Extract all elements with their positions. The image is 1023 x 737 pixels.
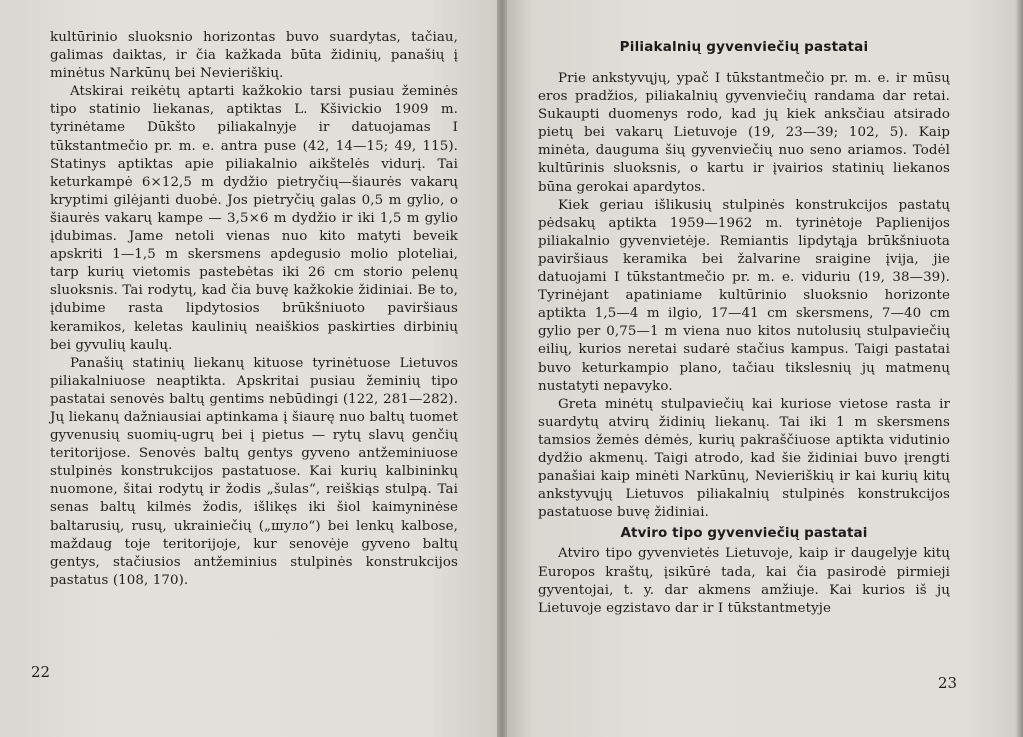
left-paragraph-3: Panašių statinių liekanų kituose tyrinėtuose Lietuvos piliakalniuose neaptikta. Apskritai pusiau žeminių tipo pastatai senovės baltų gentims nebūdingi (122, 281—282). Jų liekanų dažniausiai aptinkama į šiaurę nuo baltų tuomet gyvenusių suomių-ugrų bei į pietus — rytų slavų genčių teritorijose. Senovės baltų gentys gyveno antžeminiuose stulpinės konstrukcijos pastatuose. Kai kurių kalbininkų nuomone, šitai rodytų ir žodis „šulas“, reiškiąs stulpą. Tai senas baltų kilmės žodis, išlikęs iki šiol kaimyninėse baltarusių, rusų, ukrainiečių („шуло“) bei lenkų kalbose, maždaug toje teritorijoje, kur senovėje gyveno baltų gentys, stačiusios antžeminius stulpinės konstrukcijos pastatus (108, 170). bbox=[50, 355, 458, 588]
page-edge-shadow bbox=[1015, 0, 1023, 737]
section-heading: Piliakalnių gyvenviečių pastatai bbox=[619, 39, 869, 55]
left-paragraph-2: Atskirai reikėtų aptarti kažkokio tarsi pusiau žeminės tipo statinio liekanas, aptiktas L. Kšivickio 1909 m. tyrinėtame Dūkšto piliakalnyje ir datuojamas I tūkstantmečio pr. m. e. antra puse (42, 14—15; 49, 115). Statinys aptiktas apie piliakalnio aikštelės vidurį. Tai keturkampė 6×12,5 m dydžio pietryčių—šiaurės vakarų kryptimi gilėjanti duobė. Jos pietryčių galas 0,5 m gylio, o šiaurės vakarų kampe — 3,5×6 m dydžio ir iki 1,5 m gylio įdubimas. Jame netoli vienas nuo kito matyti beveik apskriti 1—1,5 m skersmens apdegusio molio ploteliai, tarp kurių vietomis pastebėtas iki 26 cm storio pelenų sluoksnis. Tai rodytų, kad čia buvę kažkokie židiniai. Be to, įdubime rasta lipdytosios brūkšniuoto paviršiaus keramikos, keletas kaulinių neaiškios paskirties dirbinių bei gyvulių kaulų. bbox=[50, 84, 458, 353]
right-page-text bbox=[538, 70, 950, 618]
right-paragraph-4: Atviro tipo gyvenvietės Lietuvoje, kaip ir daugelyje kitų Europos kraštų, įsikūrė tada, kai čia pasirodė pirmieji gyventojai, t. y. dar akmens amžiuje. Kai kurios iš jų Lietuvoje egzistavo dar ir I tūkstantmetyje bbox=[538, 546, 950, 616]
right-paragraph-1: Prie ankstyvųjų, ypač I tūkstantmečio pr. m. e. ir mūsų eros pradžios, piliakalnių gyvenviečių randama dar retai. Sukaupti duomenys rodo, kad jų kiek anksčiau atsirado pietų bei vakarų Lietuvoje (19, 23—39; 102, 5). Kaip minėta, dauguma šių gyvenviečių nuo seno ariamos. Todėl kultūrinis sluoksnis, o kartu ir įvairios statinių liekanos būna gerokai apardytos. bbox=[538, 71, 950, 195]
subsection-heading: Atviro tipo gyvenviečių pastatai bbox=[620, 525, 868, 542]
right-page bbox=[502, 0, 1023, 737]
left-page bbox=[0, 0, 502, 737]
right-paragraph-3: Greta minėtų stulpaviečių kai kuriose vietose rasta ir suardytų atvirų židinių liekanų. Tai iki 1 m skersmens tamsios žemės dėmės, kurių pakraščiuose aptikta vidutinio dydžio akmenų. Taigi atrodo, kad šie židiniai buvo įrengti panašiai kaip minėti Narkūnų, Nevieriškių ir kai kurių kitų ankstyvųjų Lietuvos piliakalnių stulpinės konstrukcijos pastatuose buvę židiniai. bbox=[538, 396, 950, 521]
left-paragraph-1: kultūrinio sluoksnio horizontas buvo suardytas, tačiau, galimas daiktas, ir čia kažkada būta židinių, panašių į minėtus Narkūnų bei Nevieriškių. bbox=[50, 30, 458, 82]
page-number-left: 22 bbox=[31, 663, 51, 681]
book-gutter bbox=[497, 0, 507, 737]
page-number-right: 23 bbox=[938, 674, 958, 692]
right-paragraph-2: Kiek geriau išlikusių stulpinės konstrukcijos pastatų pėdsakų aptikta 1959—1962 m. tyrinėtoje Paplienijos piliakalnio gyvenvietėje. Remiantis lipdytąja brūkšniuota paviršiaus keramika bei žalvarine sraigine įvija, jie datuojami I tūkstantmečio pr. m. e. viduriu (19, 38—39). Tyrinėjant apatiniame kultūrinio sluoksnio horizonte aptikta 1,5—4 m ilgio, 17—41 cm skersmens, 7—40 cm gylio per 0,75—1 m viena nuo kitos nutolusių stulpaviečių eilių, kurios neretai sudarė stačius kampus. Taigi pastatai buvo keturkampio plano, tačiau tikslesnių jų matmenų nustatyti nepavyko. bbox=[538, 197, 950, 394]
left-page-text bbox=[50, 29, 458, 590]
